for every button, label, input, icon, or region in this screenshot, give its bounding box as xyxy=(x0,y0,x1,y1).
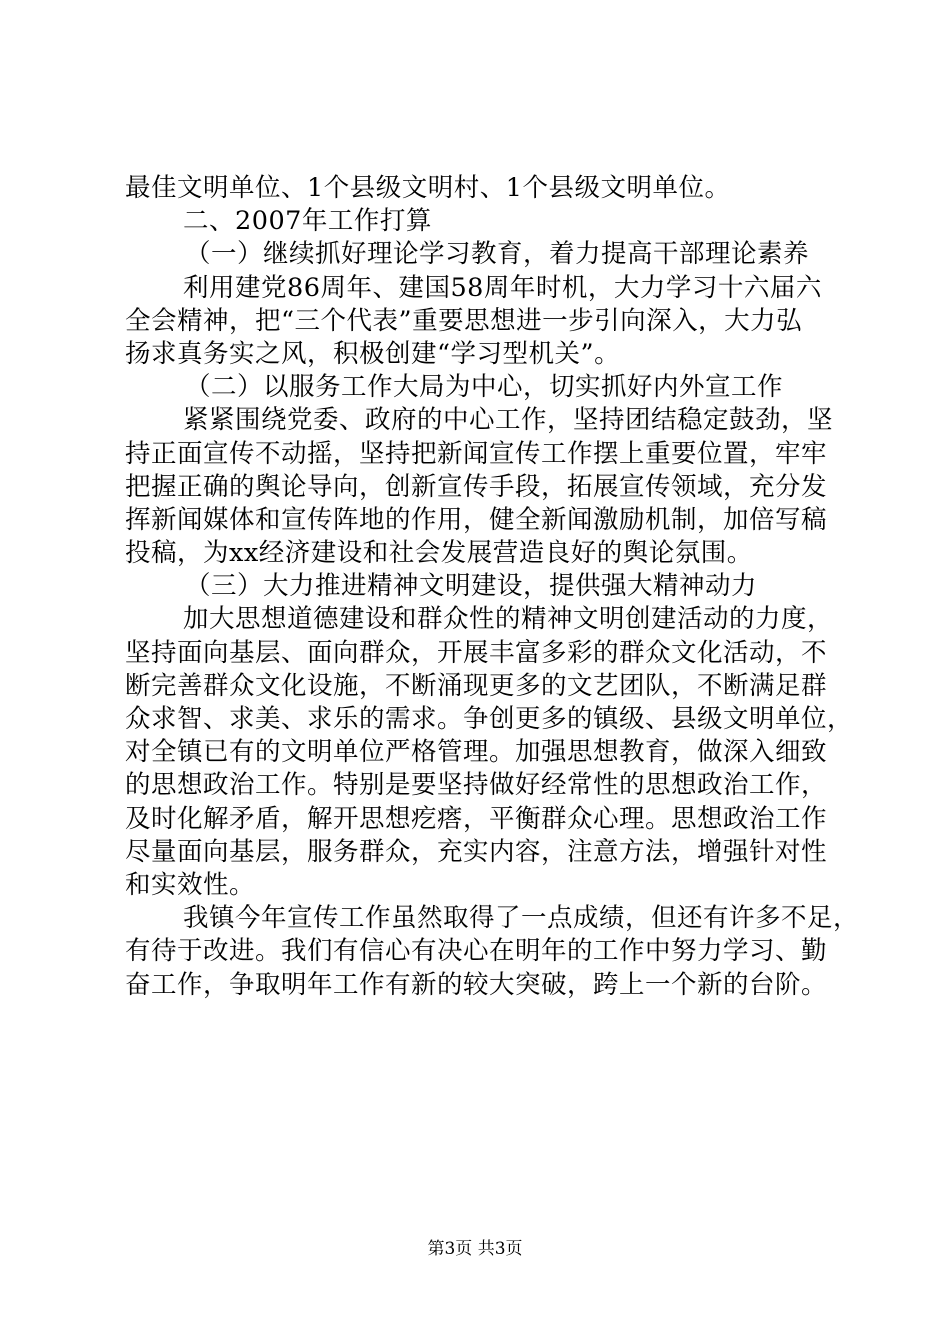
body-line: 奋工作，争取明年工作有新的较大突破，跨上一个新的台阶。 xyxy=(125,969,828,1000)
body-line: 挥新闻媒体和宣传阵地的作用，健全新闻激励机制，加倍写稿 xyxy=(125,504,828,535)
body-line: 有待于改进。我们有信心有决心在明年的工作中努力学习、勤 xyxy=(125,936,828,967)
subsection-heading: （一）继续抓好理论学习教育，着力提高干部理论素养 xyxy=(185,239,810,270)
body-line: 众求智、求美、求乐的需求。争创更多的镇级、县级文明单位， xyxy=(125,704,854,734)
body-line: 坚持面向基层、面向群众，开展丰富多彩的群众文化活动，不 xyxy=(125,637,828,668)
body-line: 和实效性。 xyxy=(125,869,256,900)
body-line: 我镇今年宣传工作虽然取得了一点成绩，但还有许多不足， xyxy=(183,903,860,934)
section-heading: 二、2007年工作打算 xyxy=(183,206,432,237)
body-line: 持正面宣传不动摇，坚持把新闻宣传工作摆上重要位置，牢牢 xyxy=(125,438,828,469)
body-line: 全会精神，把“三个代表”重要思想进一步引向深入，大力弘 xyxy=(125,305,803,336)
document-body xyxy=(125,172,860,1002)
body-line: 紧紧围绕党委、政府的中心工作，坚持团结稳定鼓劲，坚 xyxy=(183,405,834,436)
body-line: 投稿，为xx经济建设和社会发展营造良好的舆论氛围。 xyxy=(125,538,753,569)
body-line: 断完善群众文化设施，不断涌现更多的文艺团队，不断满足群 xyxy=(125,670,828,701)
body-line: 把握正确的舆论导向，创新宣传手段，拓展宣传领域，充分发 xyxy=(125,471,828,502)
body-line: 尽量面向基层，服务群众，充实内容，注意方法，增强针对性 xyxy=(125,836,828,867)
page-footer: 第3页 共3页 xyxy=(427,1239,523,1259)
body-line: 最佳文明单位、1个县级文明村、1个县级文明单位。 xyxy=(125,173,731,203)
body-line: 扬求真务实之风，积极创建“学习型机关”。 xyxy=(125,338,621,369)
body-line: 加大思想道德建设和群众性的精神文明创建活动的力度， xyxy=(183,604,834,635)
body-line: 对全镇已有的文明单位严格管理。加强思想教育，做深入细致 xyxy=(125,737,828,768)
body-line: 利用建党86周年、建国58周年时机，大力学习十六届六 xyxy=(183,272,822,303)
subsection-heading: （二）以服务工作大局为中心，切实抓好内外宣工作 xyxy=(185,372,784,403)
subsection-heading: （三）大力推进精神文明建设，提供强大精神动力 xyxy=(185,571,758,602)
body-line: 及时化解矛盾，解开思想疙瘩，平衡群众心理。思想政治工作 xyxy=(125,803,828,834)
body-line: 的思想政治工作。特别是要坚持做好经常性的思想政治工作， xyxy=(125,770,828,801)
